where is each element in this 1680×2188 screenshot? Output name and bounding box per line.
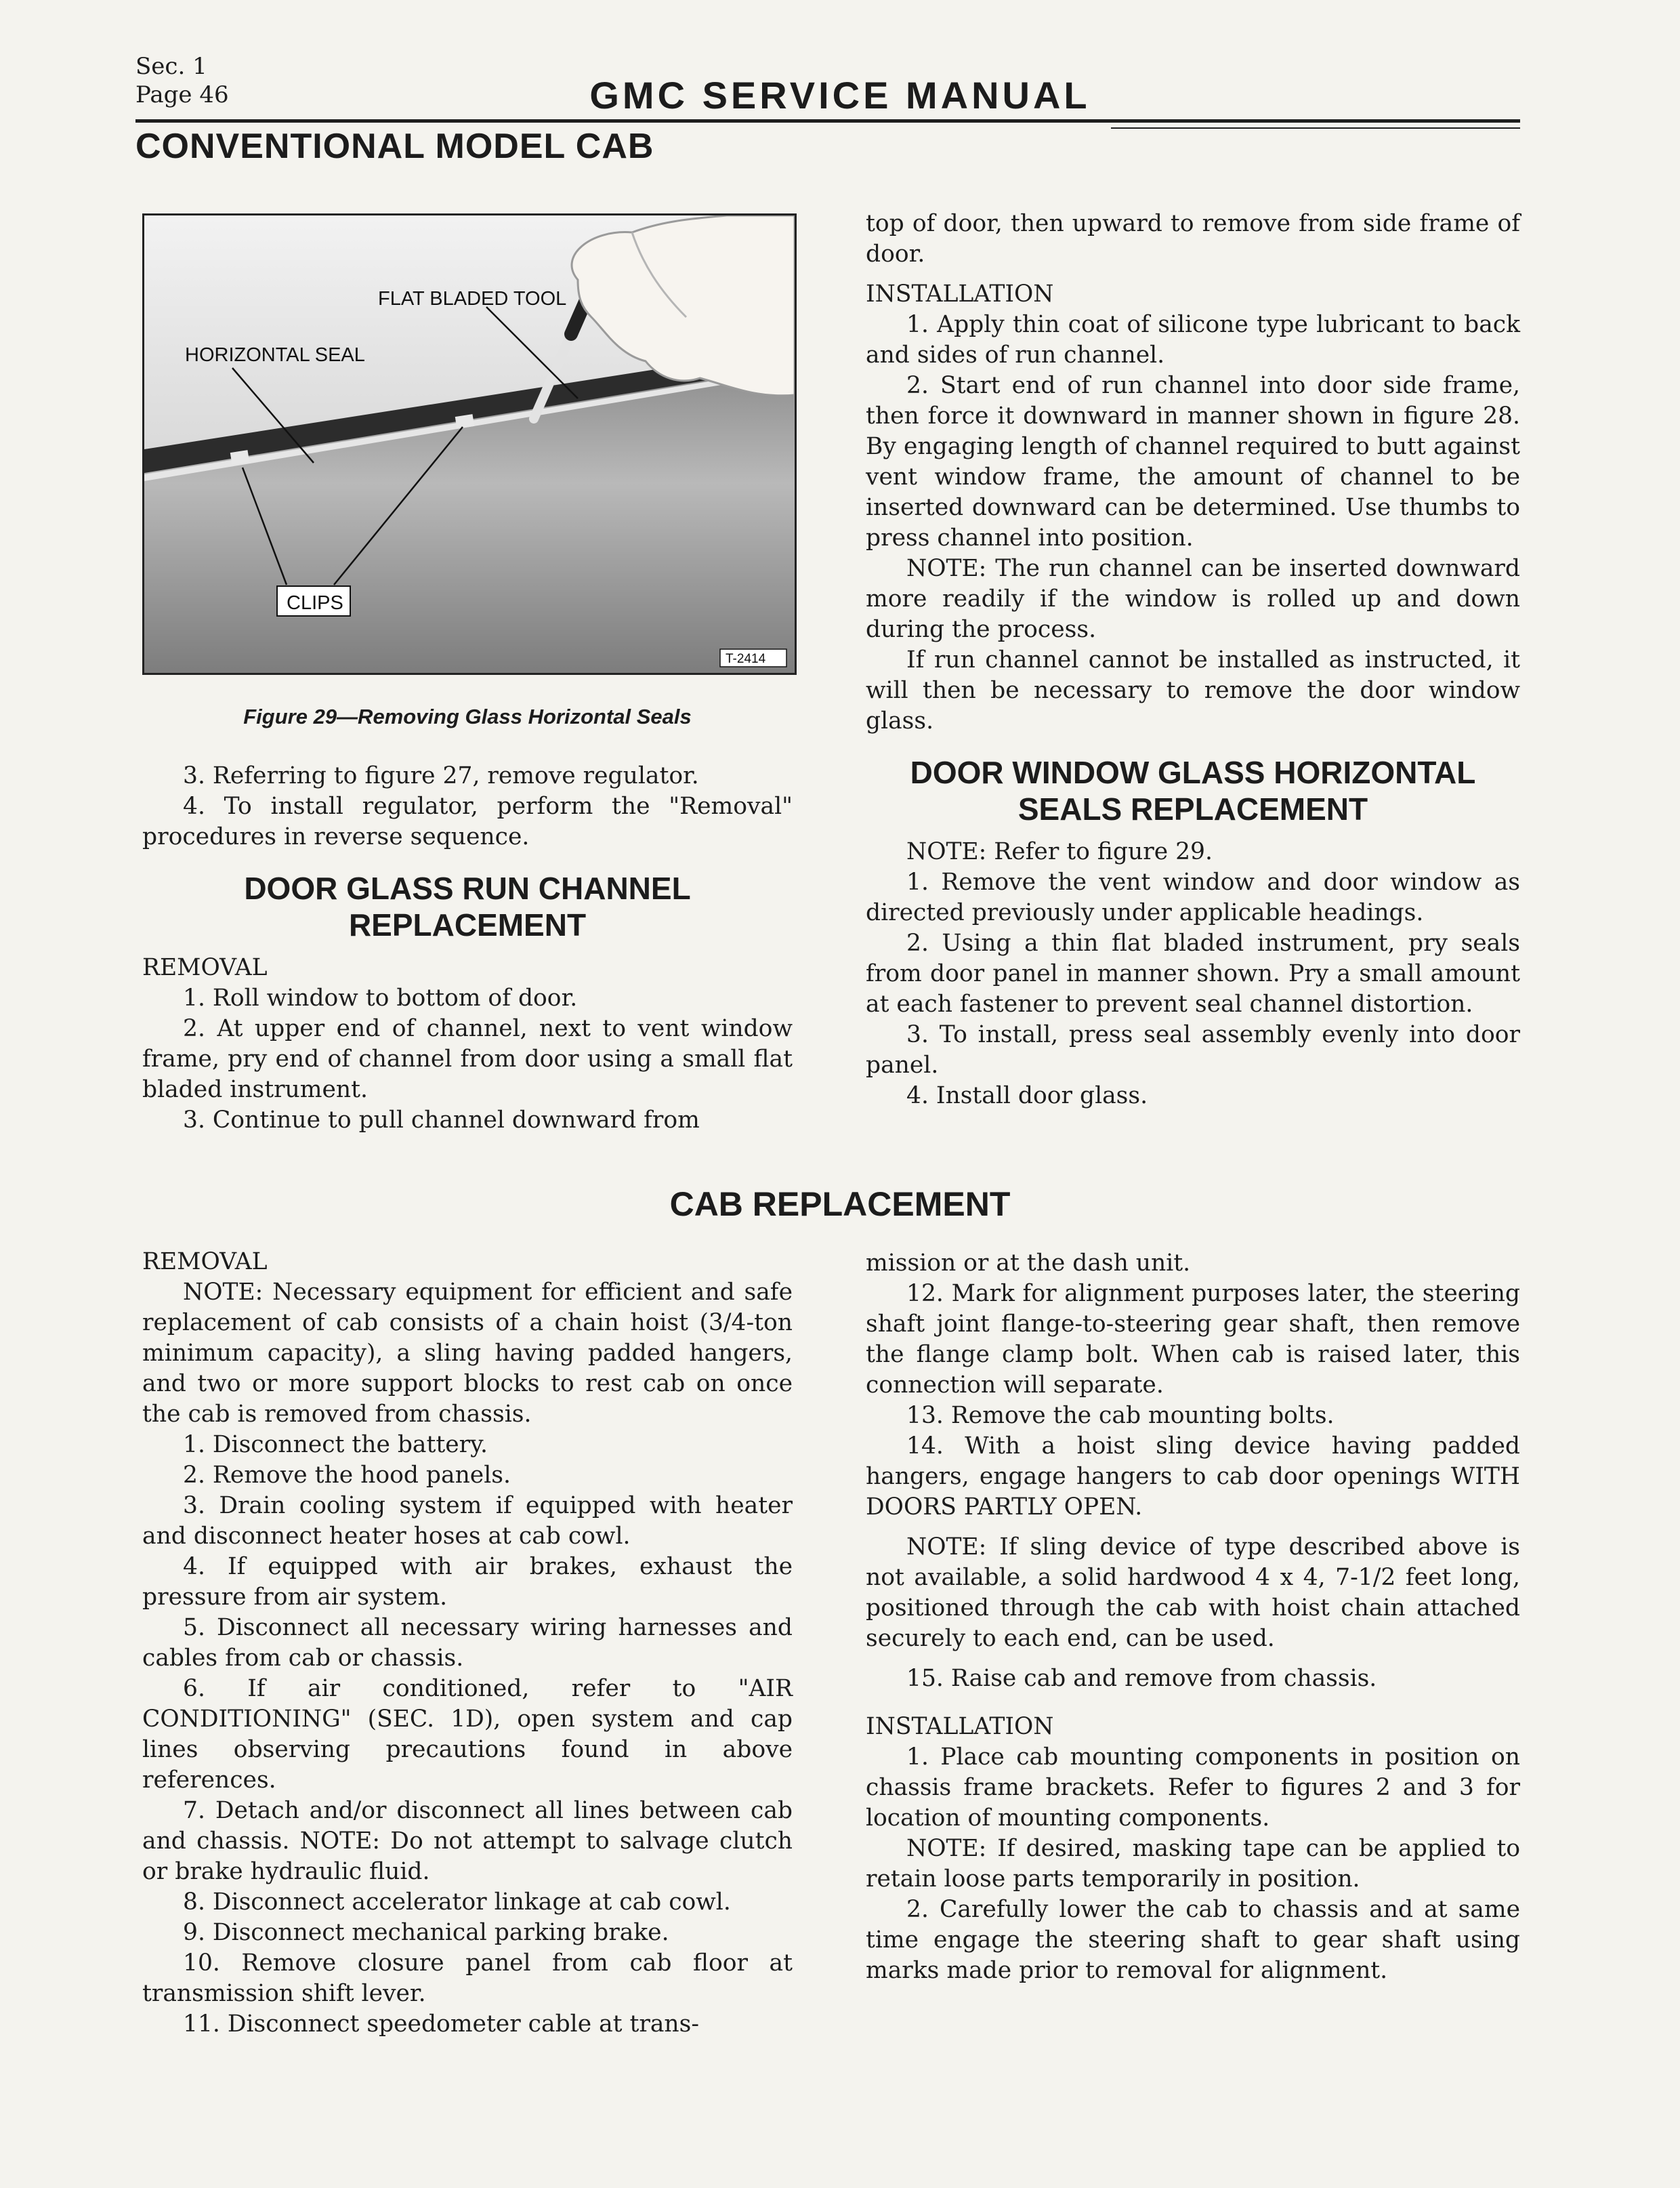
- left-column-top: [142, 761, 793, 1136]
- run-install-step-1: 1. Apply thin coat of silicone type lubricant to back and sides of run channel.: [866, 311, 1520, 369]
- run-removal-step-2: 2. At upper end of channel, next to vent window frame, pry end of channel from door using a small flat bladed instrument.: [142, 1015, 793, 1103]
- callout-horizontal-seal: HORIZONTAL SEAL: [185, 344, 365, 366]
- subheading-installation: INSTALLATION: [866, 281, 1054, 308]
- figure-29-photo: [142, 213, 797, 675]
- cab-install-note: NOTE: If desired, masking tape can be applied to retain loose parts temporarily in position.: [866, 1835, 1520, 1893]
- section-title: CONVENTIONAL MODEL CAB: [135, 127, 654, 166]
- page-number: Page 46: [135, 81, 229, 108]
- run-install-note: NOTE: The run channel can be inserted downward more readily if the window is rolled up and down during the process.: [866, 555, 1520, 643]
- cab-step-3: 3. Drain cooling system if equipped with heater and disconnect heater hoses at cab cowl.: [142, 1492, 793, 1550]
- figure-id: T-2414: [726, 652, 766, 666]
- cab-step-13: 13. Remove the cab mounting bolts.: [906, 1402, 1335, 1429]
- cab-removal-note: NOTE: Necessary equipment for efficient and safe replacement of cab consists of a chain hoist (3/4-ton minimum capacity), a sling having padded hangers, and two or more support blocks to rest cab on once the cab is removed from chassis.: [142, 1279, 793, 1428]
- cab-subheading-installation: INSTALLATION: [866, 1713, 1054, 1740]
- cab-sling-note: NOTE: If sling device of type described above is not available, a solid hardwood 4 x 4, 7-1/2 feet long, positioned through the cab with hoist chain attached securely to each end, can be used.: [866, 1533, 1520, 1652]
- cab-install-step-2: 2. Carefully lower the cab to chassis and at same time engage the steering shaft to gear shaft using marks made prior to removal for alignment.: [866, 1896, 1520, 1984]
- cab-step-2: 2. Remove the hood panels.: [183, 1462, 511, 1489]
- header-rule-thin: [1111, 127, 1520, 129]
- seals-step-2: 2. Using a thin flat bladed instrument, pry seals from door panel in manner shown. Pry a small amount at each fastener to prevent seal channel distortion.: [866, 930, 1520, 1018]
- section-number: Sec. 1: [135, 53, 207, 80]
- seals-note: NOTE: Refer to figure 29.: [906, 838, 1213, 865]
- regulator-step-4: 4. To install regulator, perform the "Removal" procedures in reverse sequence.: [142, 793, 793, 850]
- cab-step-9: 9. Disconnect mechanical parking brake.: [183, 1919, 669, 1946]
- run-removal-continued: top of door, then upward to remove from side frame of door.: [866, 210, 1520, 268]
- left-column-bottom: [142, 1247, 793, 2040]
- heading-door-glass-run-channel: DOOR GLASS RUN CHANNEL REPLACEMENT: [244, 871, 691, 943]
- right-column-top: [866, 209, 1520, 1111]
- seals-step-3: 3. To install, press seal assembly evenly into door panel.: [866, 1021, 1520, 1079]
- run-install-step-2: 2. Start end of run channel into door side frame, then force it downward in manner shown in figure 28. By engaging length of channel required to butt against vent window frame, the amount of channel to be inserted downward can be determined. Use thumbs to press channel into position.: [866, 372, 1520, 552]
- run-removal-step-1: 1. Roll window to bottom of door.: [183, 985, 578, 1012]
- manual-title: GMC SERVICE MANUAL: [589, 74, 1091, 117]
- heading-cab-replacement: CAB REPLACEMENT: [669, 1185, 1011, 1223]
- figure-caption: Figure 29—Removing Glass Horizontal Seals: [243, 705, 692, 728]
- callout-flat-bladed-tool: FLAT BLADED TOOL: [378, 288, 567, 310]
- figure-29-illustration: [144, 215, 795, 673]
- heading-horizontal-seals: DOOR WINDOW GLASS HORIZONTAL SEALS REPLACEMENT: [910, 755, 1476, 827]
- cab-subheading-removal: REMOVAL: [142, 1248, 268, 1275]
- callout-clips: CLIPS: [287, 592, 343, 614]
- seals-step-1: 1. Remove the vent window and door window as directed previously under applicable headings.: [866, 869, 1520, 926]
- subheading-removal: REMOVAL: [142, 954, 268, 981]
- cab-step-12: 12. Mark for alignment purposes later, the steering shaft joint flange-to-steering gear shaft, then remove the flange clamp bolt. When cab is raised later, this connection will separate.: [866, 1280, 1520, 1399]
- cab-step-10: 10. Remove closure panel from cab floor at transmission shift lever.: [142, 1949, 793, 2007]
- run-install-if-note: If run channel cannot be installed as instructed, it will then be necessary to remove the door window glass.: [866, 646, 1520, 735]
- regulator-step-3: 3. Referring to figure 27, remove regulator.: [183, 762, 699, 789]
- cab-step-11: 11. Disconnect speedometer cable at trans-: [183, 2010, 699, 2038]
- cab-step-5: 5. Disconnect all necessary wiring harnesses and cables from cab or chassis.: [142, 1614, 793, 1672]
- cab-step-11-continued: mission or at the dash unit.: [866, 1250, 1191, 1277]
- cab-step-1: 1. Disconnect the battery.: [183, 1431, 488, 1458]
- cab-step-4: 4. If equipped with air brakes, exhaust the pressure from air system.: [142, 1553, 793, 1611]
- right-column-bottom: [866, 1248, 1520, 1986]
- cab-step-8: 8. Disconnect accelerator linkage at cab cowl.: [183, 1888, 731, 1916]
- cab-step-7: 7. Detach and/or disconnect all lines between cab and chassis. NOTE: Do not attempt to salvage clutch or brake hydraulic fluid.: [142, 1797, 793, 1885]
- cab-step-15: 15. Raise cab and remove from chassis.: [906, 1665, 1377, 1692]
- cab-install-step-1: 1. Place cab mounting components in position on chassis frame brackets. Refer to figures 2 and 3 for location of mounting components.: [866, 1743, 1520, 1832]
- cab-step-6: 6. If air conditioned, refer to "AIR CONDITIONING" (SEC. 1D), open system and cap lines observing precautions found in above references.: [142, 1675, 793, 1794]
- seals-step-4: 4. Install door glass.: [906, 1082, 1148, 1109]
- header-rule: [135, 119, 1520, 123]
- cab-step-14: 14. With a hoist sling device having padded hangers, engage hangers to cab door openings WITH DOORS PARTLY OPEN.: [866, 1432, 1520, 1521]
- run-removal-step-3: 3. Continue to pull channel downward from: [183, 1107, 700, 1134]
